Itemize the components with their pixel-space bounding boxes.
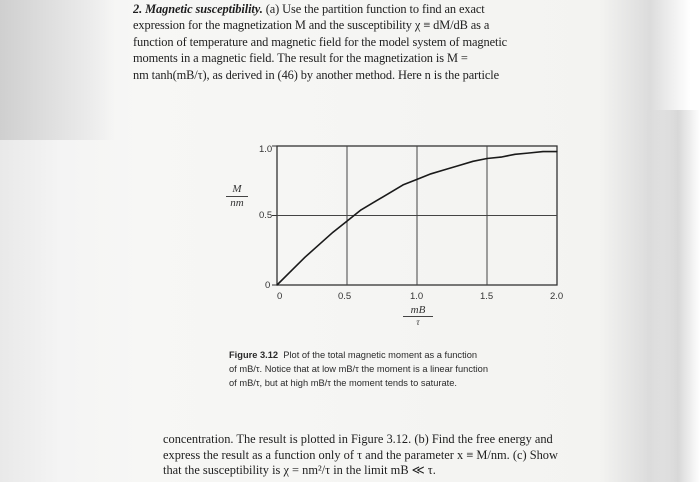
data-point-0-2	[304, 257, 305, 258]
data-point-0-11	[430, 173, 431, 174]
data-point-0-18	[528, 152, 529, 153]
x-tick-1-0: 1.0	[410, 291, 424, 302]
continuation-line-2: express the result as a function only of τ and the parameter x ≡ M/nm. (c) Show	[163, 447, 558, 462]
data-point-0-1	[290, 271, 291, 272]
x-axis-label-denominator: τ	[416, 317, 420, 327]
caption-line-2: of mB/τ. Notice that at low mB/τ the moment is a linear function	[229, 364, 488, 374]
x-tick-0: 0	[277, 291, 283, 302]
x-tick-0-5: 0.5	[338, 291, 352, 302]
data-point-0-4	[332, 232, 333, 233]
problem-line-2: expression for the magnetization M and the susceptibility χ ≡ dM/dB as a	[133, 18, 490, 33]
data-point-0-16	[500, 157, 501, 158]
problem-line-1-rest: (a) Use the partition function to find an exact	[265, 2, 485, 16]
data-point-0-5	[346, 220, 347, 221]
y-tick-0: 0	[265, 280, 271, 291]
figure-label: Figure 3.12	[229, 350, 279, 360]
data-point-0-13	[458, 165, 459, 166]
data-point-0-19	[542, 151, 543, 152]
problem-continuation	[163, 432, 633, 479]
y-tick-1-0: 1.0	[259, 144, 273, 155]
problem-line-4: moments in a magnetic field. The result for the magnetization is M =	[133, 51, 468, 66]
problem-line-3: function of temperature and magnetic field for the model system of magnetic	[133, 34, 508, 49]
data-point-0-8	[388, 193, 389, 194]
data-point-0-12	[444, 169, 445, 170]
y-axis-label-denominator: nm	[230, 197, 244, 209]
problem-line-5: nm tanh(mB/τ), as derived in (46) by another method. Here n is the particle	[133, 67, 499, 82]
caption-line-1	[229, 348, 589, 362]
data-point-0-3	[318, 244, 319, 245]
data-point-0-0	[276, 284, 277, 285]
y-tick-0-5: 0.5	[259, 210, 273, 221]
data-point-0-6	[360, 209, 361, 210]
data-point-0-9	[402, 184, 403, 185]
x-axis-label	[403, 304, 433, 327]
y-axis-label-numerator: M	[226, 183, 248, 197]
data-point-0-14	[472, 161, 473, 162]
caption-text-1: Plot of the total magnetic moment as a function	[283, 350, 478, 360]
x-axis-label-numerator: mB	[403, 304, 433, 317]
continuation-line-3: that the susceptibility is χ = nm²/τ in the limit mB ≪ τ.	[163, 463, 436, 478]
data-point-0-20	[556, 151, 557, 152]
continuation-line-1: concentration. The result is plotted in Figure 3.12. (b) Find the free energy and	[163, 432, 553, 446]
y-axis-label	[226, 183, 248, 210]
x-tick-2-0: 2.0	[550, 291, 564, 302]
caption-line-3: of mB/τ, but at high mB/τ the moment tends to saturate.	[229, 378, 458, 388]
data-point-0-7	[374, 201, 375, 202]
data-point-0-10	[416, 179, 417, 180]
data-point-0-15	[486, 158, 487, 159]
data-point-0-17	[514, 154, 515, 155]
x-tick-1-5: 1.5	[480, 291, 494, 302]
figure-caption	[229, 348, 589, 390]
problem-title: 2. Magnetic susceptibility.	[133, 2, 263, 16]
